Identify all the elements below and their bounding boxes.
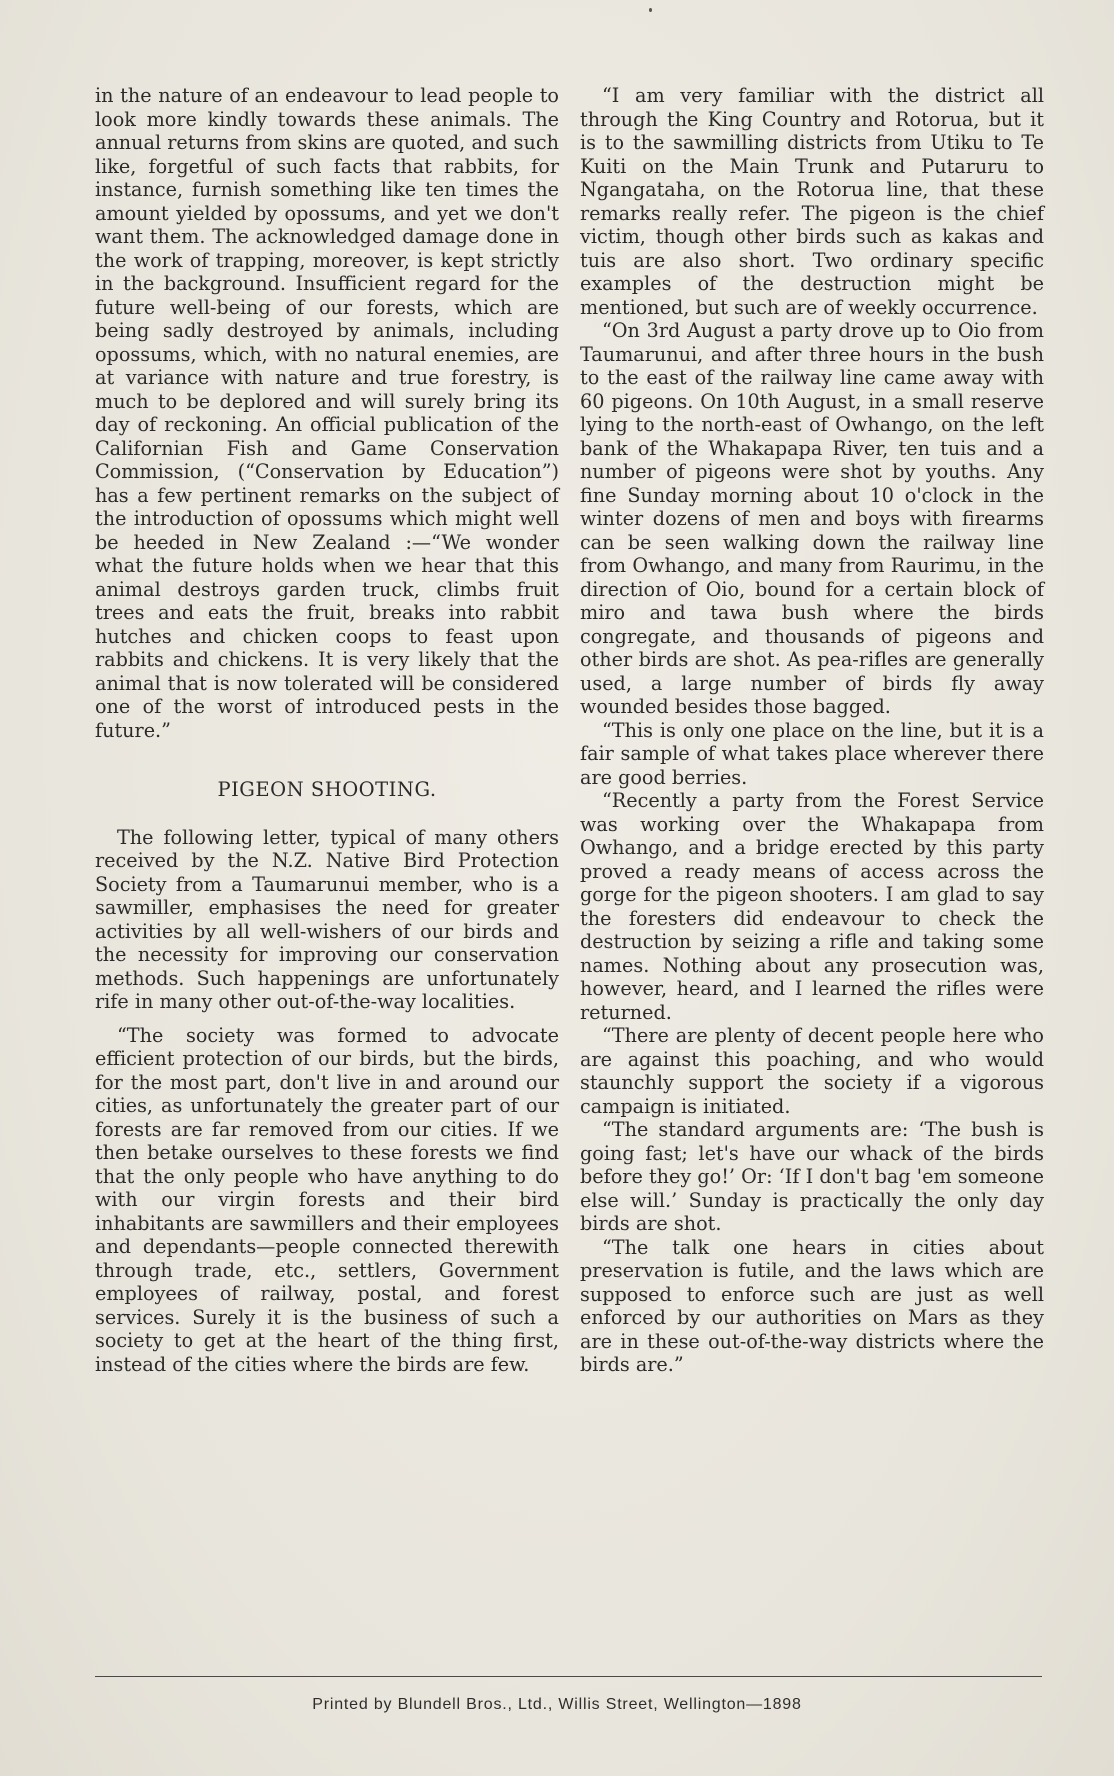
print-speck (649, 8, 652, 12)
letter-paragraph-august: “On 3rd August a party drove up to Oio from Taumarunui, and after three hours in the bush to the east of the railway line came away with 60 pigeons. On 10th August, in a small reserve lying to the north-east of Owhango, on the left bank of the Whakapapa River, ten tuis and a number of pigeons were shot by youths. Any fine Sunday morning about 10 o'clock in the winter dozens of men and boys with firearms can be seen walking down the railway line from Owhango, and many from Raurimu, in the direction of Oio, bound for a certain block of miro and tawa bush where the birds congregate, and thousands of pigeons and other birds are shot. As pea-rifles are generally used, a large number of birds fly away wounded besides those bagged. (580, 319, 1044, 718)
letter-paragraph-society: “The society was formed to advocate efficient protection of our birds, but the birds, for the most part, don't live in and around our cities, as unfortunately the greater part of our forests are far removed from our cities. If we then betake ourselves to these forests we find that the only people who have anything to do with our virgin forests and their bird inhabitants are sawmillers and their employees and dependants—people connected therewith through trade, etc., settlers, Government employees of railway, postal, and forest services. Surely it is the business of such a society to get at the heart of the thing first, instead of the cities where the birds are few. (95, 1023, 559, 1376)
letter-paragraph-district: “I am very familiar with the district all through the King Country and Rotorua, but it is to the sawmilling districts from Utiku to Te Kuiti on the Main Trunk and Putaruru to Ngangataha, on the Rotorua line, that these remarks really refer. The pigeon is the chief victim, though other birds such as kakas and tuis are also short. Two ordinary specific examples of the destruction might be mentioned, but such are of weekly occurrence. (580, 84, 1044, 319)
letter-paragraph-forest-service: “Recently a party from the Forest Service was working over the Whakapapa from Owhango, and a bridge erected by this party proved a ready means of access across the gorge for the pigeon shooters. I am glad to say the foresters did endeavour to check the destruction by seizing a rifle and taking some names. Nothing about any prosecution was, however, heard, and I learned the rifles were returned. (580, 789, 1044, 1024)
footer-rule (95, 1676, 1042, 1677)
letter-paragraph-talk: “The talk one hears in cities about preservation is futile, and the laws which are supposed to enforce such are just as well enforced by our authorities on Mars as they are in these out-of-the-way districts where the birds are.” (580, 1235, 1044, 1376)
right-column (580, 84, 1044, 1377)
letter-paragraph-sample: “This is only one place on the line, but it is a fair sample of what takes place wherever there are good berries. (580, 718, 1044, 789)
printer-imprint: Printed by Blundell Bros., Ltd., Willis Street, Wellington—1898 (312, 1696, 802, 1713)
left-column (95, 84, 559, 1376)
section-heading: PIGEON SHOOTING. (217, 778, 437, 801)
intro-paragraph: The following letter, typical of many others received by the N.Z. Native Bird Protection Society from a Taumarunui member, who is a sawmiller, emphasises the need for greater activities by all well-wishers of our birds and the necessity for improving our conservation methods. Such happenings are unfortunately rife in many other out-of-the-way localities. (95, 825, 559, 1013)
opossum-paragraph: in the nature of an endeavour to lead people to look more kindly towards these animals. The annual returns from skins are quoted, and such like, forgetful of such facts that rabbits, for instance, furnish something like ten times the amount yielded by opossums, and yet we don't want them. The acknowledged damage done in the work of trapping, moreover, is kept strictly in the background. Insufficient regard for the future well-being of our forests, which are being sadly destroyed by animals, including opossums, which, with no natural enemies, are at variance with nature and true forestry, is much to be deplored and will surely bring its day of reckoning. An official publication of the Californian Fish and Game Conservation Commission, (“Conservation by Education”) has a few pertinent remarks on the subject of the introduction of opossums which might well be heeded in New Zealand :—“We wonder what the future holds when we hear that this animal destroys garden truck, climbs fruit trees and eats the fruit, breaks into rabbit hutches and chicken coops to feast upon rabbits and chickens. It is very likely that the animal that is now tolerated will be considered one of the worst of introduced pests in the future.” (95, 84, 559, 742)
letter-paragraph-arguments: “The standard arguments are: ‘The bush is going fast; let's have our whack of the birds before they go!’ Or: ‘If I don't bag 'em someone else will.’ Sunday is practically the only day birds are shot. (580, 1118, 1044, 1235)
letter-paragraph-decent-people: “There are plenty of decent people here who are against this poaching, and who would staunchly support the society if a vigorous campaign is initiated. (580, 1024, 1044, 1118)
